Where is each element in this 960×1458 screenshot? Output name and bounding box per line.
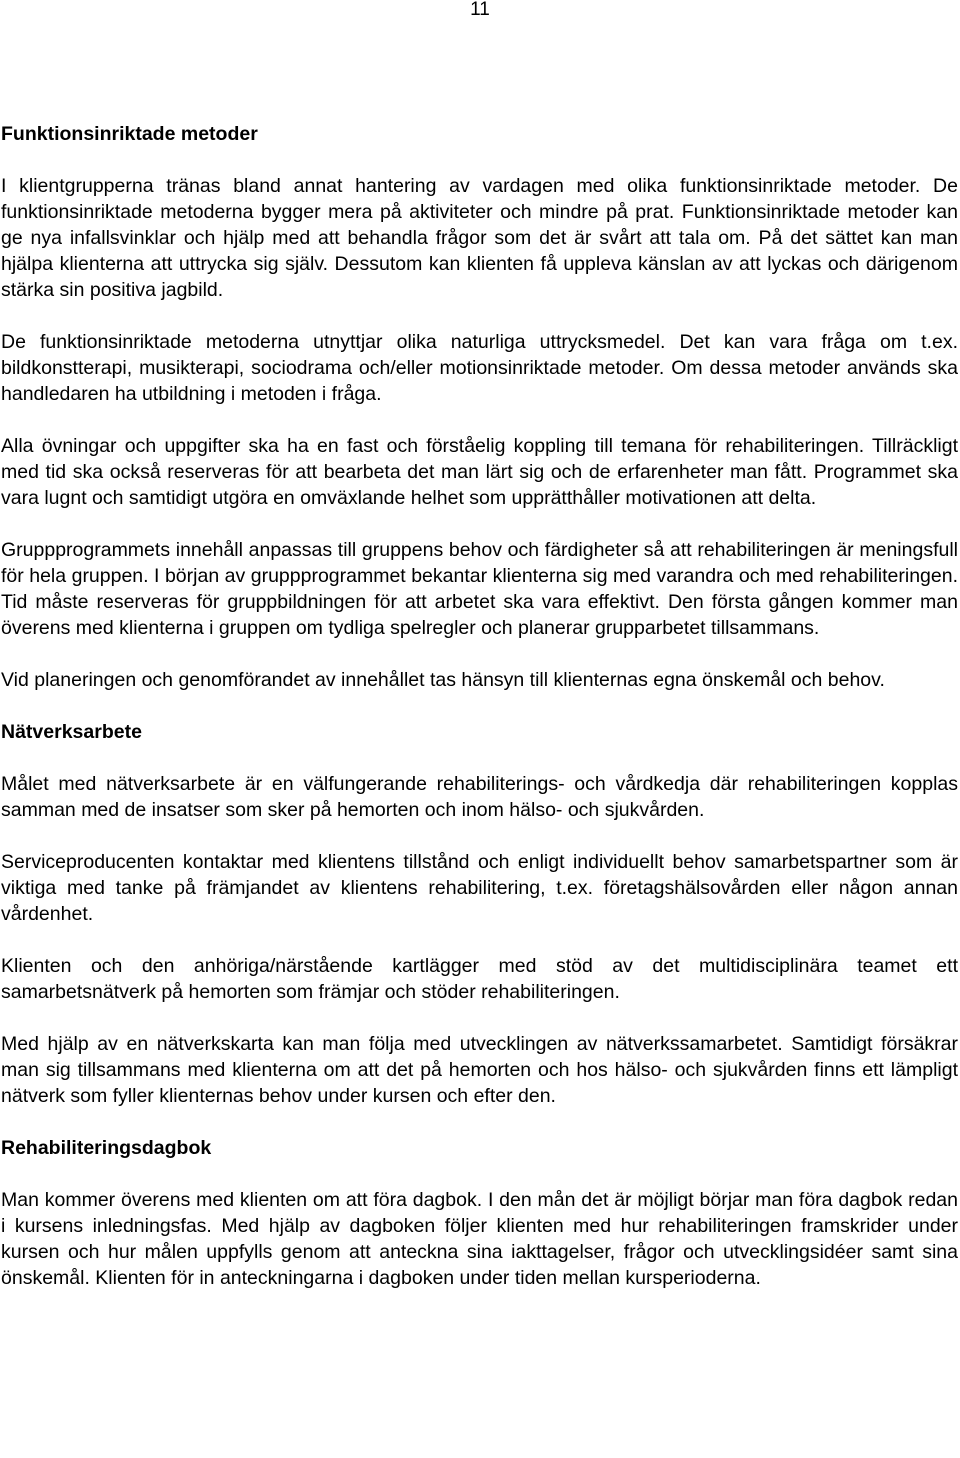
paragraph: Målet med nätverksarbete är en välfungerande rehabiliterings- och vårdkedja där rehabiliteringen kopplas samman med de insatser som sker på hemorten och inom hälso- och sjukvården. <box>1 773 958 821</box>
section-heading: Rehabiliteringsdagbok <box>1 1137 212 1159</box>
paragraph: Man kommer överens med klienten om att föra dagbok. I den mån det är möjligt börjar man föra dagbok redan i kursens inledningsfas. Med hjälp av dagboken följer klienten med hur rehabiliteringen framskrider under kursen och hur målen uppfylls genom att anteckna sina iakttagelser, frågor och utvecklingsidéer samt sina önskemål. Klienten för in anteckningarna i dagboken under tiden mellan kursperioderna. <box>1 1189 958 1289</box>
page-number: 11 <box>470 0 490 20</box>
section-heading: Nätverksarbete <box>1 721 142 743</box>
paragraph: Serviceproducenten kontaktar med klientens tillstånd och enligt individuellt behov samarbetspartner som är viktiga med tanke på främjandet av klientens rehabilitering, t.ex. företagshälsovården eller någon annan vårdenhet. <box>1 851 958 925</box>
section-funktionsinriktade-metoder <box>1 121 958 693</box>
paragraph: De funktionsinriktade metoderna utnyttjar olika naturliga uttrycksmedel. Det kan vara fråga om t.ex. bildkonstterapi, musikterapi, sociodrama och/eller motionsinriktade metoder. Om dessa metoder används ska handledaren ha utbildning i metoden i fråga. <box>1 331 958 405</box>
document-body <box>1 121 958 1317</box>
section-natverksarbete <box>1 719 958 1109</box>
paragraph: Gruppprogrammets innehåll anpassas till gruppens behov och färdigheter så att rehabiliteringen är meningsfull för hela gruppen. I början av gruppprogrammet bekantar klienterna sig med varandra och med rehabiliteringen. Tid måste reserveras för gruppbildningen för att arbetet ska vara effektivt. Den första gången kommer man överens med klienterna i gruppen om tydliga spelregler och planerar grupparbetet tillsammans. <box>1 539 958 639</box>
section-heading: Funktionsinriktade metoder <box>1 123 258 145</box>
section-rehabiliteringsdagbok <box>1 1135 958 1291</box>
paragraph: I klientgrupperna tränas bland annat hantering av vardagen med olika funktionsinriktade metoder. De funktionsinriktade metoderna bygger mera på aktiviteter och mindre på prat. Funktionsinriktade metoder kan ge nya infallsvinklar och hjälp med att behandla frågor som det är svårt att tala om. På det sättet kan man hjälpa klienterna att uttrycka sig själv. Dessutom kan klienten få uppleva känslan av att lyckas och därigenom stärka sin positiva jagbild. <box>1 175 958 301</box>
paragraph: Alla övningar och uppgifter ska ha en fast och förståelig koppling till temana för rehabiliteringen. Tillräckligt med tid ska också reserveras för att bearbeta det man lärt sig och de erfarenheter man fått. Programmet ska vara lugnt och samtidigt utgöra en omväxlande helhet som upprätthåller motivationen att delta. <box>1 435 958 509</box>
paragraph: Klienten och den anhöriga/närstående kartlägger med stöd av det multidisciplinära teamet ett samarbetsnätverk på hemorten som främjar och stöder rehabiliteringen. <box>1 955 958 1003</box>
paragraph: Med hjälp av en nätverkskarta kan man följa med utvecklingen av nätverkssamarbetet. Samtidigt försäkrar man sig tillsammans med klienterna om att det på hemorten och hos hälso- och sjukvården finns ett lämpligt nätverk som fyller klienternas behov under kursen och efter den. <box>1 1033 958 1107</box>
paragraph: Vid planeringen och genomförandet av innehållet tas hänsyn till klienternas egna önskemål och behov. <box>1 669 885 691</box>
